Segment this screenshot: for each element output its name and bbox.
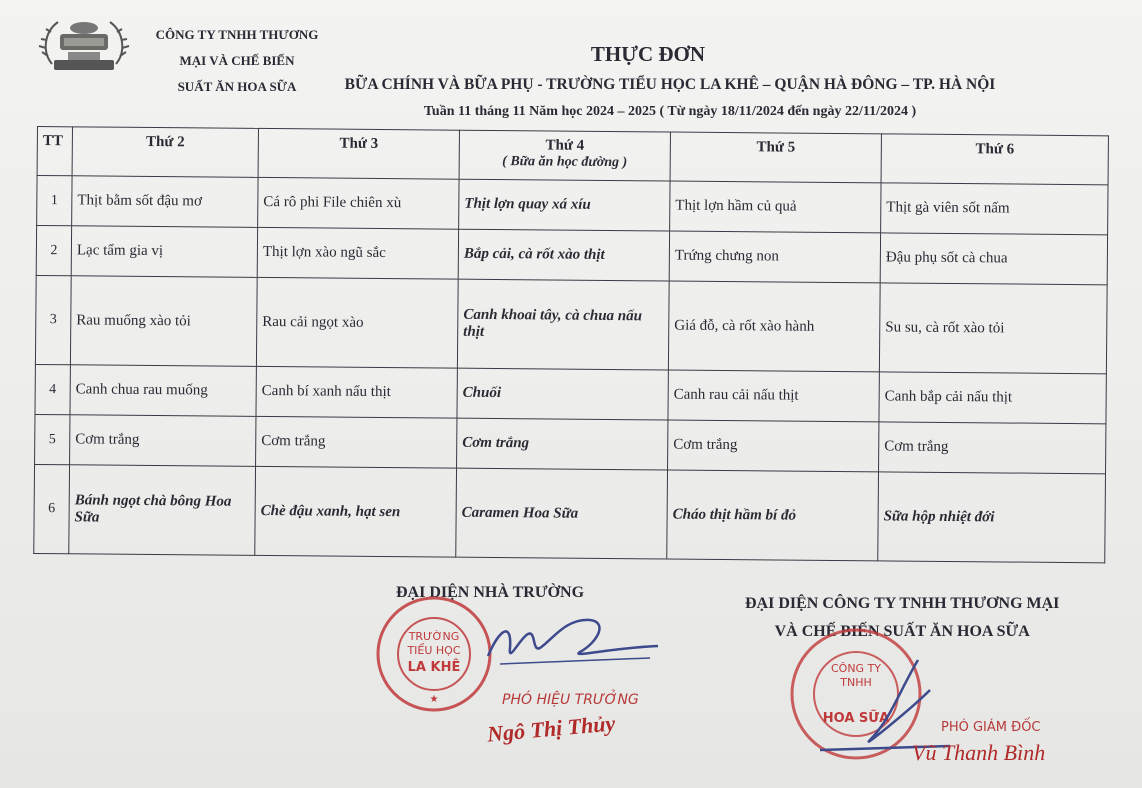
cell-thu-3: Cá rô phi File chiên xù <box>258 177 459 229</box>
header-tt: TT <box>37 127 72 176</box>
header-thu-2: Thứ 2 <box>72 127 258 178</box>
company-representative-title-line-2: VÀ CHẾ BIẾN SUẤT ĂN HOA SỮA <box>774 623 1030 640</box>
cell-thu-2: Canh chua rau muống <box>70 365 256 417</box>
cell-thu-4: Canh khoai tây, cà chua nấu thịt <box>457 279 669 370</box>
row-number: 4 <box>35 364 70 414</box>
school-stamp-line-3: LA KHÊ <box>407 660 461 675</box>
row-number: 3 <box>35 276 71 365</box>
cell-thu-5: Thịt lợn hầm củ quả <box>670 181 881 233</box>
cell-thu-6: Su su, cà rốt xào tỏi <box>879 283 1107 374</box>
svg-text:★: ★ <box>429 694 439 705</box>
cell-thu-2: Cơm trắng <box>70 415 256 467</box>
cell-thu-5: Cháo thịt hầm bí đỏ <box>667 470 879 561</box>
cell-thu-3: Rau cải ngọt xào <box>256 278 458 369</box>
cell-thu-4: Caramen Hoa Sữa <box>456 468 668 559</box>
company-logo <box>38 12 130 80</box>
cell-thu-4: Cơm trắng <box>457 418 668 470</box>
school-signature-scribble <box>470 608 660 678</box>
cell-thu-2: Lạc tẩm gia vị <box>71 226 257 278</box>
cell-thu-3: Thịt lợn xào ngũ sắc <box>257 228 458 280</box>
cell-thu-5: Trứng chưng non <box>669 231 880 283</box>
table-row <box>34 465 1106 563</box>
cell-thu-6: Cơm trắng <box>879 422 1106 474</box>
cell-thu-4: Bắp cải, cà rốt xào thịt <box>458 229 669 281</box>
company-representative-title-line-1: ĐẠI DIỆN CÔNG TY TNHH THƯƠNG MẠI <box>745 595 1060 612</box>
cell-thu-6: Thịt gà viên sốt nấm <box>881 183 1108 235</box>
school-stamp-line-1: TRƯỜNG <box>408 630 460 643</box>
company-line-3: SUẤT ĂN HOA SỮA <box>177 79 297 94</box>
company-signer-role: PHÓ GIÁM ĐỐC <box>941 720 1041 735</box>
cell-thu-5: Canh rau cải nấu thịt <box>668 370 879 422</box>
cell-thu-2: Thịt bằm sốt đậu mơ <box>72 176 258 228</box>
cell-thu-3: Canh bí xanh nấu thịt <box>256 366 457 418</box>
school-signer-role: PHÓ HIỆU TRƯỞNG <box>502 692 639 708</box>
company-stamp-line-1: CÔNG TY <box>830 662 882 675</box>
cell-thu-4: Thịt lợn quay xá xíu <box>459 179 670 231</box>
cell-thu-5: Giá đỗ, cà rốt xào hành <box>668 281 880 372</box>
company-signer-name: Vũ Thanh Bình <box>912 740 1046 765</box>
school-representative-title: ĐẠI DIỆN NHÀ TRƯỜNG <box>396 584 585 601</box>
header-thu-4-note: ( Bữa ăn học đường ) <box>502 154 628 171</box>
company-stamp-line-3: HOA SỮA <box>822 711 890 726</box>
row-number: 1 <box>37 176 72 226</box>
cell-thu-6: Canh bắp cải nấu thịt <box>879 372 1106 424</box>
school-signer-name: Ngô Thị Thủy <box>486 710 617 747</box>
header-thu-4 <box>459 130 670 181</box>
company-stamp-line-2: TNHH <box>840 676 872 689</box>
company-line-2: MẠI VÀ CHẾ BIẾN <box>179 53 295 68</box>
header-thu-4-label: Thứ 4 <box>545 137 585 154</box>
table-row <box>35 276 1107 374</box>
header-thu-5: Thứ 5 <box>670 132 881 183</box>
menu-table <box>33 126 1109 563</box>
school-stamp-line-2: TIỂU HỌC <box>407 644 461 657</box>
row-number: 2 <box>36 226 71 276</box>
header-thu-3: Thứ 3 <box>258 128 459 179</box>
document-title: THỰC ĐƠN <box>590 42 706 66</box>
header-thu-6: Thứ 6 <box>881 134 1108 185</box>
document-subtitle: BỮA CHÍNH VÀ BỮA PHỤ - TRƯỜNG TIỂU HỌC LA KHÊ – QUẬN HÀ ĐÔNG – TP. HÀ NỘI <box>344 76 996 93</box>
cell-thu-6: Sữa hộp nhiệt đới <box>878 472 1106 563</box>
cell-thu-2: Rau muống xào tỏi <box>70 276 257 366</box>
cell-thu-2: Bánh ngọt chà bông Hoa Sữa <box>69 465 256 555</box>
week-range: Tuần 11 tháng 11 Năm học 2024 – 2025 ( Từ ngày 18/11/2024 đến ngày 22/11/2024 ) <box>423 104 917 119</box>
row-number: 5 <box>35 415 70 465</box>
company-line-1: CÔNG TY TNHH THƯƠNG <box>155 27 319 42</box>
cell-thu-5: Cơm trắng <box>668 420 879 472</box>
row-number: 6 <box>34 465 70 554</box>
cell-thu-4: Chuối <box>457 368 668 420</box>
cell-thu-6: Đậu phụ sốt cà chua <box>880 233 1107 285</box>
cell-thu-3: Cơm trắng <box>256 417 457 469</box>
cell-thu-3: Chè đậu xanh, hạt sen <box>255 467 457 558</box>
